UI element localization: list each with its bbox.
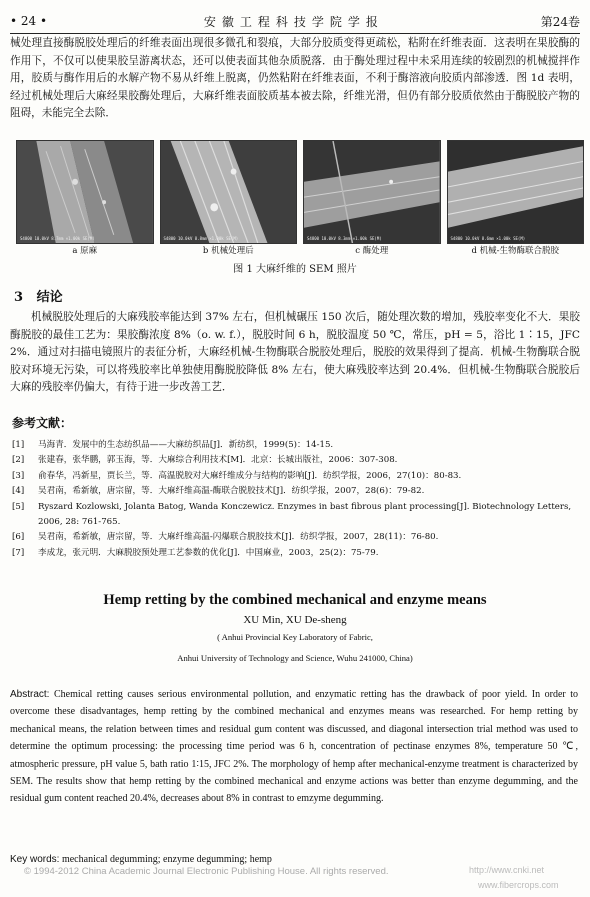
reference-number: [3] (12, 470, 25, 481)
reference-item (12, 438, 576, 453)
volume-label: 第24卷 (540, 14, 580, 29)
reference-number: [4] (12, 486, 25, 497)
sem-image-c (303, 140, 441, 244)
reference-item (12, 500, 576, 531)
keywords-label: Key words: (10, 854, 60, 865)
figure-captions (16, 244, 584, 256)
reference-number: [7] (12, 547, 25, 558)
sem-scale-d: S4800 10.0kV 8.6mm ×1.00k SE(M) (450, 236, 526, 241)
reference-item (12, 453, 576, 468)
figure-title: 图 1 大麻纤维的 SEM 照片 (233, 264, 357, 275)
english-title: Hemp retting by the combined mechanical and enzyme means (103, 592, 487, 608)
intro-paragraph: 械处理直接酶脱胶处理后的纤维表面出现很多微孔和裂痕，大部分胶质变得更疏松，粘附在纤维表面．这表明在果胶酶的作用下，不仅可以使果胶呈游离状态，还可以使表面其他杂质脱落．由于酶处理过程中未采用连续的较剧烈的机械搅拌作用，胶质与酶作用后的水解产物不易从纤维上脱离，仍然粘附在纤维表面，不利于酶溶液向胶质内部渗透．图 1d 表明，经过机械处理后大麻经果胶酶处理后，大麻纤维表面胶质基本被去除，纤维光滑，但仍有部分胶质依然由于酶脱胶产物的阻碍，未能完全去除． (10, 37, 580, 120)
sem-image-a (16, 140, 154, 244)
references-heading: 参考文献： (12, 416, 73, 430)
copyright-footer: © 1994-2012 China Academic Journal Electronic Publishing House. All rights reserved. (24, 866, 389, 877)
journal-title: 安徽工程科技学院学报 (203, 14, 384, 29)
reference-number: [5] (12, 501, 25, 512)
caption-a: a 原麻 (72, 246, 98, 256)
page-number: • 24 • (10, 14, 48, 28)
caption-b: b 机械处理后 (202, 246, 254, 256)
keywords (10, 854, 578, 865)
reference-text: Ryszard Kozlowski, Jolanta Batog, Wanda Konczewicz. Enzymes in bast fibrous plant processing[J]. Biotechnology Letters, 2006, 28: 761-765. (38, 501, 572, 528)
affiliation-line-2: Anhui University of Technology and Science, Wuhu 241000, China) (177, 653, 413, 663)
abstract-text: Chemical retting causes serious environmental pollution, and enzymatic retting has the drawback of poor yield. In order to overcome these disadvantages, hemp retting by the combined mechanical and enzymes means was researched. For hemp retting by mechanical means, the relation between times and residual gum content was discussed, and diagonal intersection trial method was used to determine the optimum processing: the processing time period was 6 h, concentration of pectinase enzymes 8%, temperature 50 ℃, atmospheric pressure, pH value 5, bath ratio 1∶15, JFC 2%. The morphology of hemp after mechanical-enzyme treatment is characterized by SEM. The results show that hemp retting by the combined mechanical and enzyme actions was better than enzyme degumming, and the residual gum content reached 20.4%, decreases about 8% in contrast to emzyme degumming. (10, 689, 578, 805)
watermark-fibercrops: www.fibercrops.com (478, 880, 559, 890)
header-rule (10, 33, 580, 34)
conclusion-paragraph: 机械脱胶处理后的大麻残胶率能达到 37% 左右，但机械碾压 150 次后，随处理次数的增加，残胶率变化不大．果胶酶脱胶的最佳工艺为：果胶酶浓度 8%（o. w. f.），脱胶时间 6 h，脱胶温度 50 ℃，常压，pH = 5，浴比 1∶15，JFC 2%．通过对扫描电镜照片的表征分析，大麻经机械-生物酶联合脱胶处理后，脱胶的效果得到了提高．机械-生物酶联合脱胶对环境无污染，可以将残胶率比单独使用酶脱胶降低 8% 左右，使大麻残胶率达到 20.4%．但机械-生物酶联合脱胶后大麻的残胶率仍偏大，有待于进一步改善工艺． (10, 311, 580, 394)
sem-scale-b: S4800 10.0kV 8.8mm ×1.00k SE(M) (163, 236, 239, 241)
running-header (10, 10, 580, 32)
reference-text: 吴君南，希新敏，唐宗留，等．大麻纤维高温-闪爆联合脱胶技术[J]．纺织学报，2007，28(11)：76-80. (38, 532, 439, 543)
reference-text: 马海青．发展中的生态纺织品——大麻纺织品[J]．新纺织，1999(5)：14-15. (38, 440, 334, 450)
reference-item (12, 530, 576, 545)
reference-text: 张建春，张华鹏，郭玉海，等．大麻综合利用技术[M]．北京：长城出版社，2006：307-308. (38, 455, 398, 466)
reference-item (12, 469, 576, 484)
english-authors: XU Min, XU De-sheng (243, 614, 347, 626)
abstract-label: Abstract: (10, 689, 50, 700)
reference-number: [1] (12, 440, 25, 450)
caption-d: d 机械-生物酶联合脱胶 (471, 246, 560, 256)
section-heading (14, 286, 63, 305)
reference-text: 俞春华，冯新星，贾长兰，等．高温脱胶对大麻纤维成分与结构的影响[J]．纺织学报，2006，27(10)：80-83. (38, 470, 462, 481)
reference-text: 吴君南，希新敏，唐宗留，等．大麻纤维高温-酶联合脱胶技术[J]．纺织学报，2007，28(6)：79-82. (38, 486, 425, 497)
reference-text: 李成龙，张元明．大麻脱胶预处理工艺参数的优化[J]．中国麻业，2003，25(2)：75-79. (38, 547, 379, 558)
sem-scale-a: S4800 10.0kV 8.7mm ×1.00k SE(M) (20, 236, 95, 241)
sem-scale-c: S4800 10.0kV 8.3mm ×1.00k SE(M) (307, 236, 382, 241)
sem-image-d (447, 140, 585, 244)
reference-number: [2] (12, 455, 25, 466)
english-abstract (10, 686, 578, 808)
caption-c: c 酶处理 (355, 246, 389, 256)
keywords-text: mechanical degumming; enzyme degumming; hemp (61, 854, 272, 865)
reference-item (12, 484, 576, 499)
reference-item (12, 546, 576, 561)
sem-image-b (160, 140, 298, 244)
watermark-cnki: http://www.cnki.net (469, 865, 545, 875)
reference-number: [6] (12, 532, 25, 543)
section-title: 结论 (36, 290, 63, 305)
section-number: 3 (14, 290, 24, 305)
sem-figure (16, 140, 584, 242)
references-list (12, 438, 576, 561)
affiliation-line-1: ( Anhui Provincial Key Laboratory of Fabric, (217, 632, 373, 642)
